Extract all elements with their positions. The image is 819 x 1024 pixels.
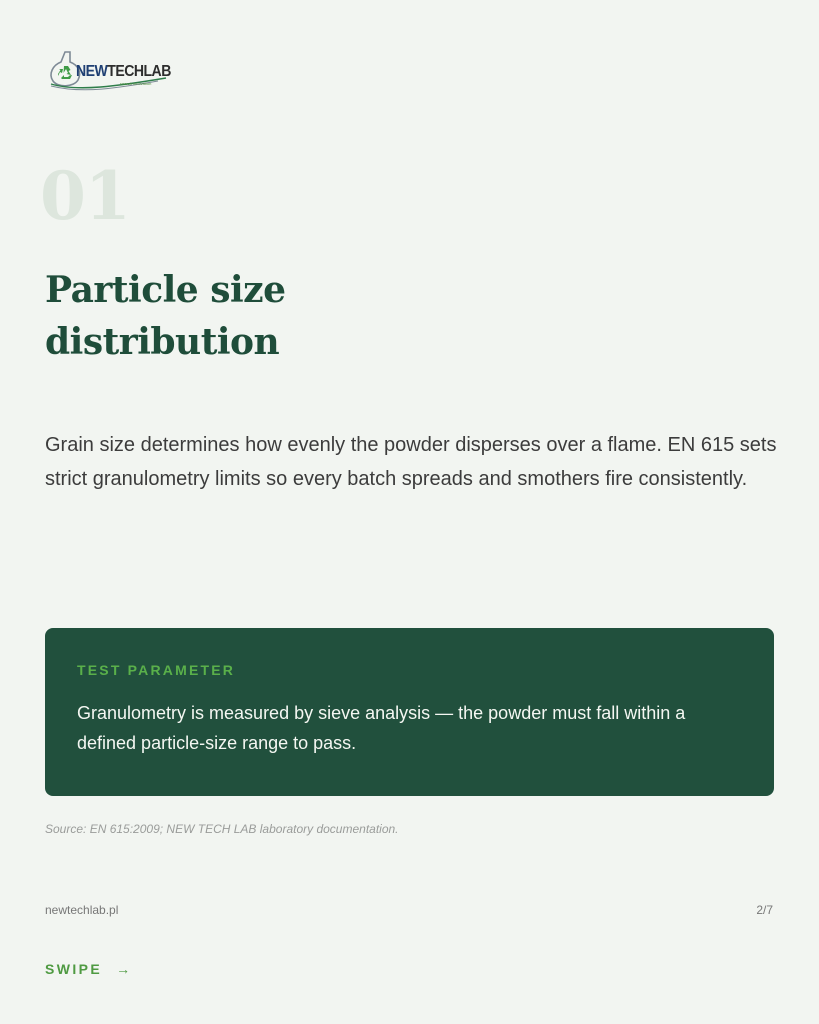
body-paragraph: Grain size determines how evenly the powder disperses over a flame. EN 615 sets strict granulometry limits so every batch spreads and smothers fire consistently. bbox=[45, 434, 777, 490]
callout-label: TEST PARAMETER bbox=[77, 662, 236, 678]
logo-wordmark bbox=[76, 63, 171, 81]
swipe-hint[interactable] bbox=[45, 961, 130, 977]
footer-site-url: newtechlab.pl bbox=[45, 903, 119, 917]
page-counter: 2/7 bbox=[756, 903, 773, 917]
logo-wordmark-techlab: TECHLAB bbox=[107, 63, 171, 80]
arrow-right-icon: → bbox=[116, 961, 131, 977]
logo-tagline: search innovation bbox=[120, 81, 152, 86]
brand-logo bbox=[48, 48, 173, 93]
title-line-2: distribution bbox=[45, 321, 280, 363]
title-line-1: Particle size bbox=[45, 269, 286, 311]
page-title bbox=[45, 264, 445, 368]
slide-number: 01 bbox=[40, 157, 130, 235]
callout-card bbox=[45, 628, 774, 796]
callout-text: Granulometry is measured by sieve analysis — the powder must fall within a defined particle-size range to pass. bbox=[77, 703, 686, 753]
logo-wordmark-new: NEW bbox=[76, 63, 108, 80]
source-note: Source: EN 615:2009; NEW TECH LAB laboratory documentation. bbox=[45, 822, 399, 836]
swipe-label: SWIPE bbox=[45, 961, 103, 977]
